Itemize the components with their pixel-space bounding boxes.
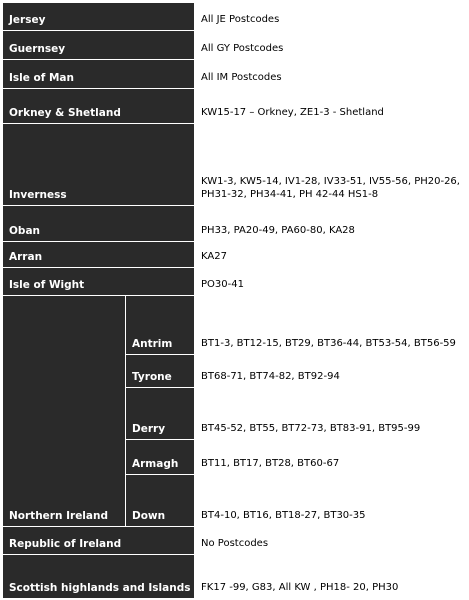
- postcodes-cell: PO30-41: [195, 268, 468, 296]
- region-cell: Arran: [3, 242, 195, 268]
- table-row: [3, 31, 468, 60]
- table-row: [3, 206, 468, 242]
- postcodes-cell: BT45-52, BT55, BT72-73, BT83-91, BT95-99: [195, 388, 468, 440]
- postcodes-cell: BT68-71, BT74-82, BT92-94: [195, 355, 468, 388]
- postcodes-cell: No Postcodes: [195, 527, 468, 555]
- subregion-cell: Armagh: [126, 440, 195, 475]
- subregion-cell: Antrim: [126, 296, 195, 355]
- region-cell: Inverness: [3, 124, 195, 206]
- postcodes-cell: All JE Postcodes: [195, 3, 468, 31]
- postcodes-cell: KW1-3, KW5-14, IV1-28, IV33-51, IV55-56, PH20-26, PH31-32, PH34-41, PH 42-44 HS1-8: [195, 124, 468, 206]
- postcodes-cell: BT4-10, BT16, BT18-27, BT30-35: [195, 475, 468, 527]
- postcodes-cell: PH33, PA20-49, PA60-80, KA28: [195, 206, 468, 242]
- region-cell: Isle of Wight: [3, 268, 195, 296]
- postcodes-cell: BT1-3, BT12-15, BT29, BT36-44, BT53-54, BT56-59: [195, 296, 468, 355]
- region-cell: Guernsey: [3, 31, 195, 60]
- table-row: [3, 89, 468, 124]
- table-row: [3, 124, 468, 206]
- postcode-region-table: [2, 2, 468, 599]
- table-row: [3, 3, 468, 31]
- subregion-cell: Tyrone: [126, 355, 195, 388]
- table-row: [3, 242, 468, 268]
- region-cell-northern-ireland: Northern Ireland: [3, 296, 126, 527]
- table-row: [3, 527, 468, 555]
- subregion-cell: Down: [126, 475, 195, 527]
- postcodes-cell: All IM Postcodes: [195, 60, 468, 89]
- postcodes-cell: FK17 -99, G83, All KW , PH18- 20, PH30: [195, 555, 468, 599]
- region-cell: Orkney & Shetland: [3, 89, 195, 124]
- table-row: [3, 60, 468, 89]
- postcodes-cell: KW15-17 – Orkney, ZE1-3 - Shetland: [195, 89, 468, 124]
- table-row: [3, 555, 468, 599]
- region-cell: Isle of Man: [3, 60, 195, 89]
- postcodes-cell: All GY Postcodes: [195, 31, 468, 60]
- region-cell: Scottish highlands and Islands: [3, 555, 195, 599]
- postcodes-cell: BT11, BT17, BT28, BT60-67: [195, 440, 468, 475]
- table-row: [3, 296, 468, 355]
- postcodes-cell: KA27: [195, 242, 468, 268]
- subregion-cell: Derry: [126, 388, 195, 440]
- region-cell: Republic of Ireland: [3, 527, 195, 555]
- region-cell: Jersey: [3, 3, 195, 31]
- table-row: [3, 268, 468, 296]
- region-cell: Oban: [3, 206, 195, 242]
